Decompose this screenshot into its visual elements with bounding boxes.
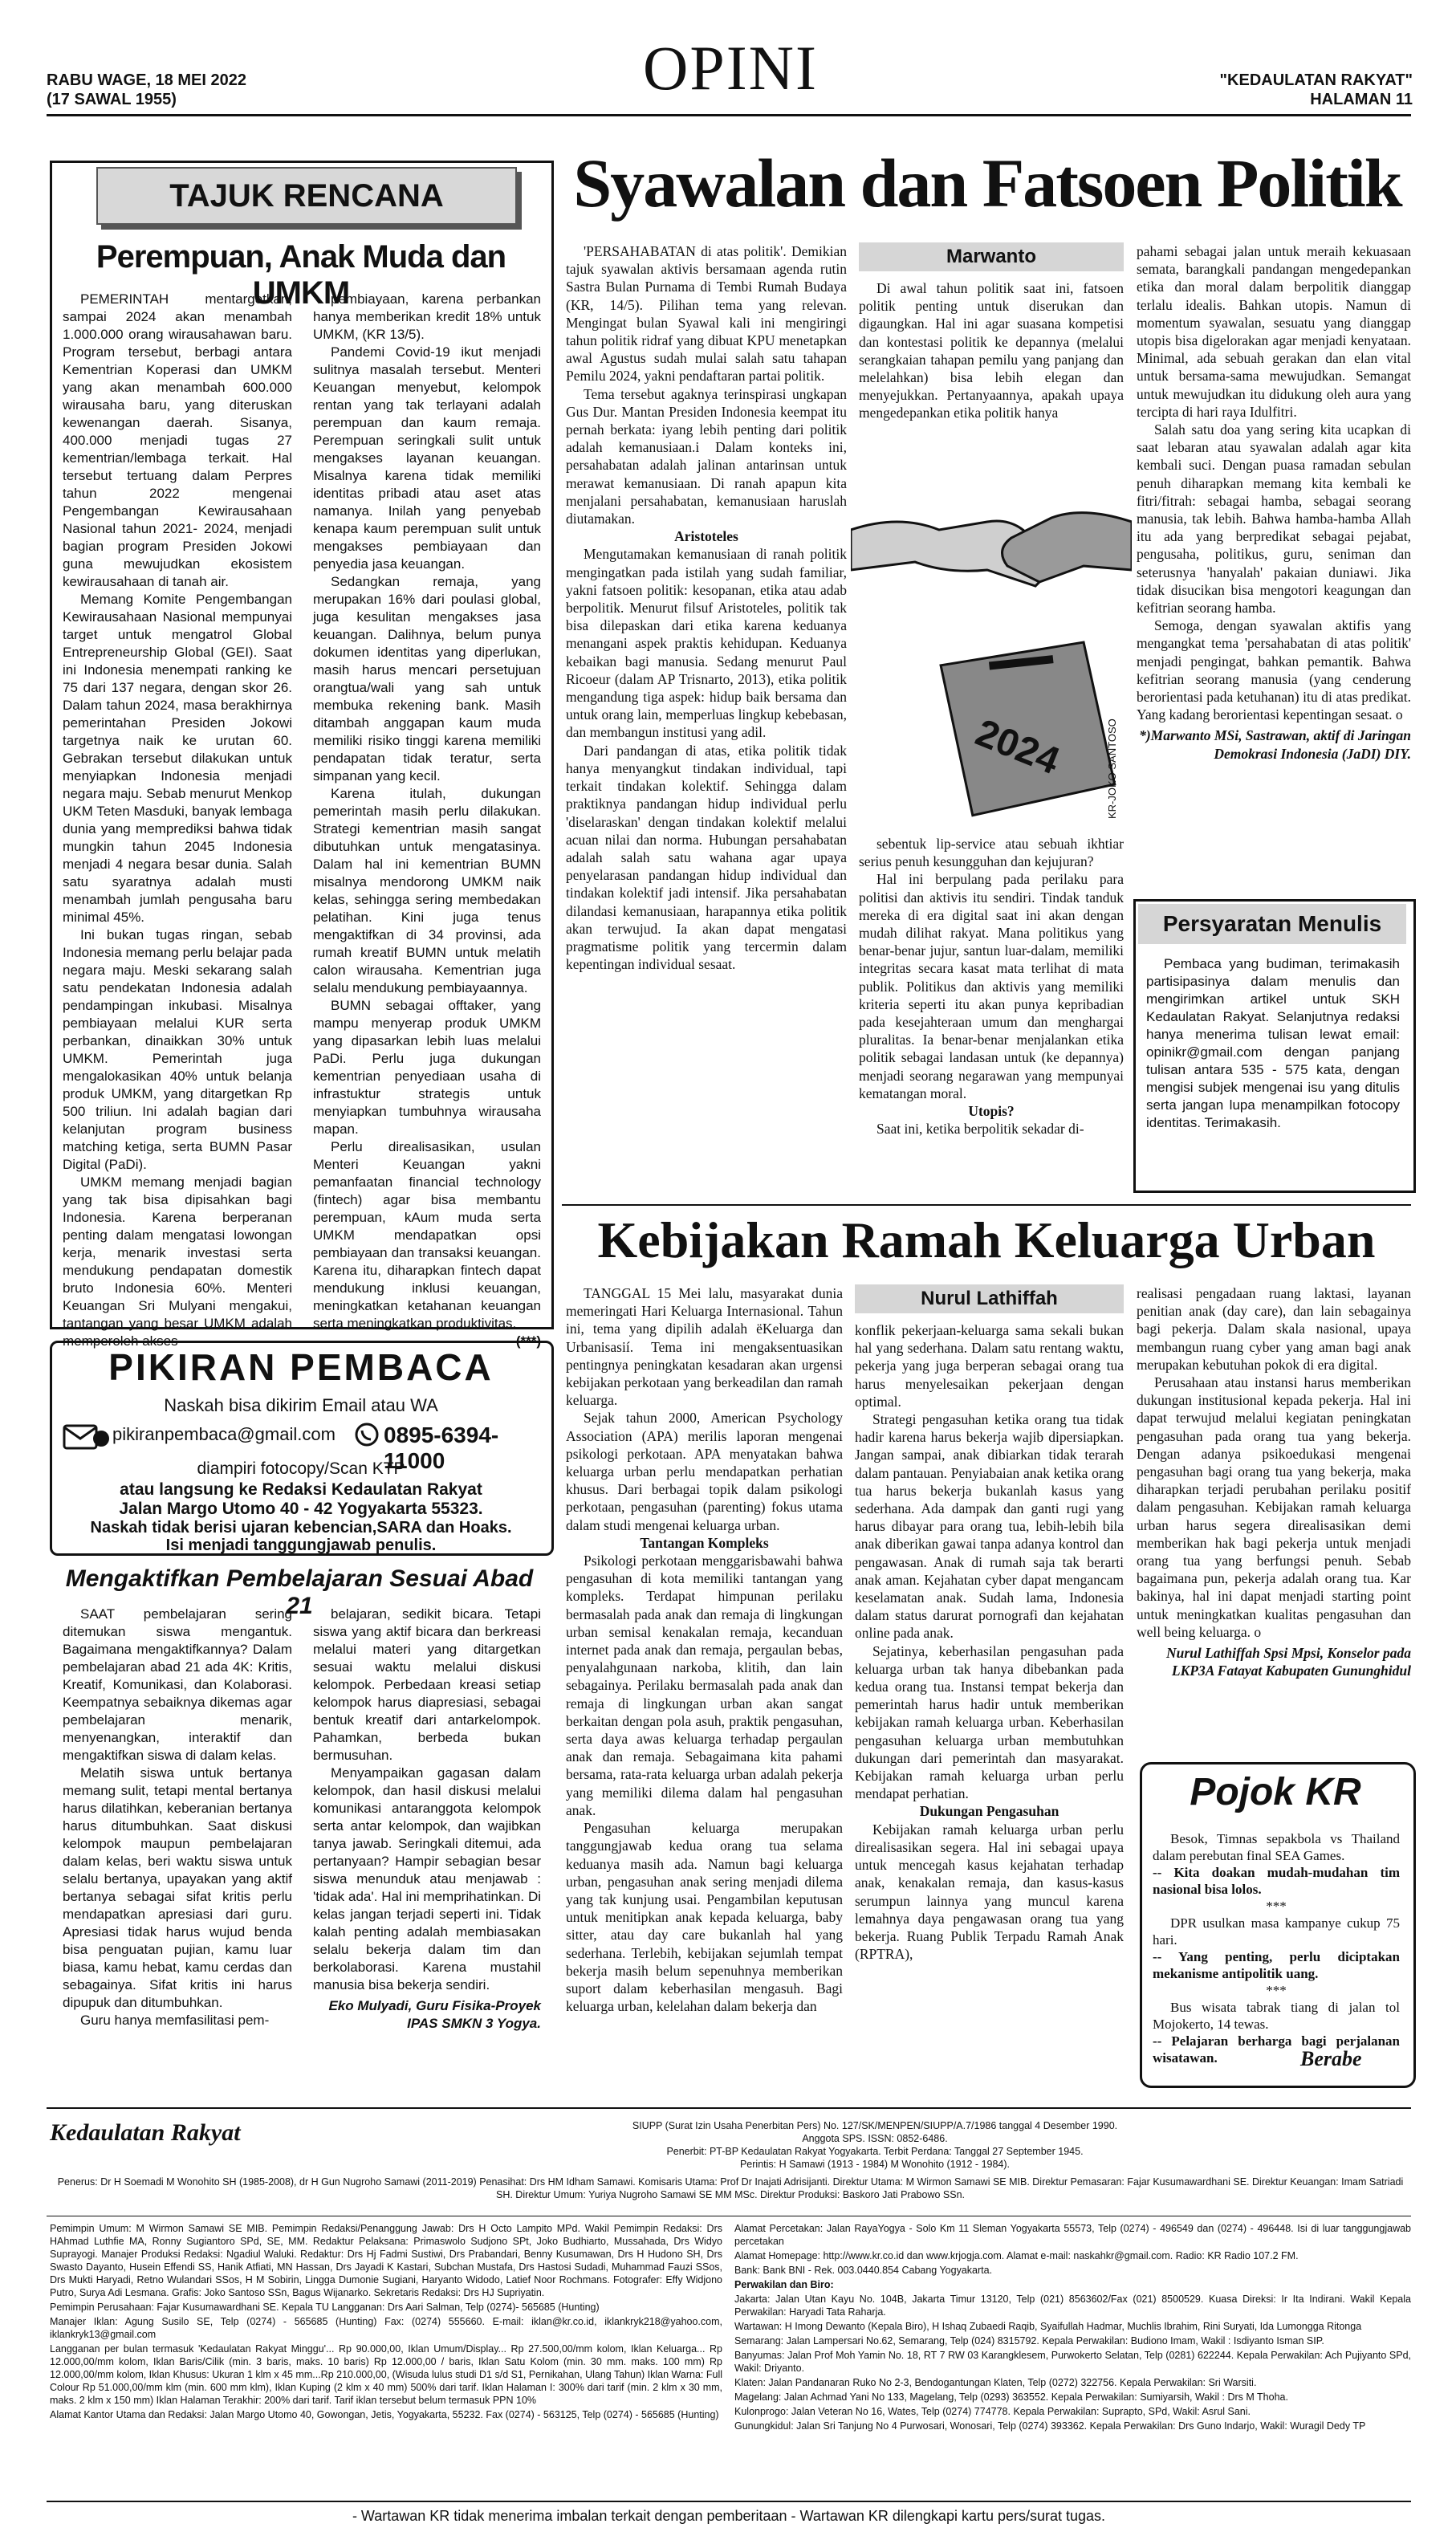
pikiran-line-4: Jalan Margo Utomo 40 - 42 Yogyakarta 55323. [119, 1500, 483, 1518]
footer-penerus: Penerus: Dr H Soemadi M Wonohito SH (1985-2008), dr H Gun Nugroho Samawi (2011-2019) Penasihat: Drs HM Idham Samawi. Komisaris Utama: Prof Dr Inajati Adrisijanti. Direktur Utama: M Wirmon Samawi SE MIB. Direktur Pemasaran: Fajar Kusumawardhani SE. Direktur Keuangan: Imam Satriadi SH. Direktur Umum: Yuriya Nugroho Samawi SE MM MSc. Direktur Produksi: Baskoro Jati Prabowo SSn. [57, 2176, 1404, 2200]
pojok-item-text: DPR usulkan masa kampanye cukup 75 hari. [1153, 1915, 1400, 1948]
kebijakan-paragraph: realisasi pengadaan ruang laktasi, layanan penitian anak (day care), dan lain sebagainya bagi pekerja. Dalam skala nasional, upaya membangun ruang cyber yang aman bagi anak merupakan kebutuhan pokok di era digital. [1137, 1285, 1411, 1373]
pikiran-line-6: Isi menjadi tanggungjawab penulis. [165, 1537, 437, 1554]
tajuk-title: Perempuan, Anak Muda dan UMKM [96, 239, 506, 311]
header-page-number: HALAMAN 11 [1310, 91, 1413, 108]
section-divider [562, 1204, 1411, 1206]
footer-info: Alamat Percetakan: Jalan RayaYogya - Solo Km 11 Sleman Yogyakarta 55573, Telp (0274) - 496549 dan (0274) - 496448. Isi di luar tanggungjawab percetakan [734, 2223, 1411, 2247]
footer-siupp: SIUPP (Surat Izin Usaha Penerbitan Pers) No. 127/SK/MENPEN/SIUPP/A.7/1986 tanggal 4 Desember 1990. [632, 2120, 1118, 2131]
syawalan-paragraph: Tema tersebut agaknya terinspirasi ungkapan Gus Dur. Mantan Presiden Indonesia keempat itu pernah berkata: iyang lebih penting dari politik adalah kemanusiaan.i Dalam konteks ini, persahabatan adalah jalinan antarinsan untuk merawat kemanusiaan. Di ranah apapun kita menjalani persahabatan, kemanusiaan haruslah diutamakan. [566, 385, 847, 527]
syawalan-paragraph: Semoga, dengan syawalan aktifis yang mengangkat tema 'persahabatan di atas politik' menjadi pengingat, bahkan pemantik. Bahwa kefitrian seorang manusia (yang cenderung berorientasi pada ketuhanan) itu di atas predikat. Yang kadang berorientasi kepentingan sesaat. o [1137, 617, 1411, 723]
footer-info: Magelang: Jalan Achmad Yani No 133, Magelang, Telp (0293) 363552. Kepala Perwakilan: Sumiyarsih, Wakil : Drs M Thoha. [734, 2391, 1288, 2403]
footer-info: Perwakilan dan Biro: [734, 2279, 834, 2290]
abad21-column-2 [313, 1606, 541, 2033]
kebijakan-paragraph: Pengasuhan keluarga merupakan tanggungjawab kedua orang tua selama keduanya masih ada. Namun bagi keluarga urban, pengasuhan anak sering menjadi dilema yang tak kunjung usai. Pengambilan keputusan untuk menitipkan anak kepada keluarga, baby sitter, atau day care bukanlah hal yang sederhana. Terlebih, kebijakan sejumlah tempat bekerja masih belum sepenuhnya memberikan suport dalam keberhasilan mengasuh. Bagi keluarga urban, kelelahan dalam bekerja dan [566, 1820, 843, 2015]
section-title: OPINI [643, 33, 818, 103]
kebijakan-author-note: Nurul Lathiffah Spsi Mpsi, Konselor pada LKP3A Fatayat Kabupaten Gununghidul [1165, 1645, 1411, 1679]
tajuk-paragraph: Pandemi Covid-19 ikut menjadi sulitnya masalah tersebut. Menteri Keuangan menyebut, kelompok rentan yang tak terlayani adalah perempuan dan kaum remaja. Perempuan seringkali sulit untuk mengakses layanan keuangan. Misalnya karena tidak memiliki identitas pribadi atau aset atas namanya. Inilah yang penyebab kenapa kaum perempuan sulit untuk mengakses pembiayaan dan penyedia jasa keuangan. [313, 344, 541, 572]
footer-info: Kulonprogo: Jalan Veteran No 16, Wates, Telp (0274) 774778. Kepala Perwakilan: Suprapto, SPd, Wakil: Asrul Sani. [734, 2406, 1251, 2417]
footer-rule [47, 2107, 1411, 2109]
cartoon-year: 2024 [970, 711, 1066, 784]
tajuk-paragraph: Memang Komite Pengembangan Kewirausahaan Nasional mempunyai target untuk mengatrol Global Entrepreneurship Global (GEI). Saat ini Indonesia menempati ranking ke 75 dari 137 negara, dengan skor 26. Dalam tahun 2024, masa berakhirnya pemerintahan Presiden Jokowi targetnya naik ke urutan 60. Gebrakan tersebut dilakukan untuk menyiapkan Indonesia menjadi negara maju. Sebab menurut Menkop UKM Teten Masduki, banyak lembaga dunia yang memprediksi bahwa tidak mungkin tahun 2045 Indonesia menjadi 4 negara besar dunia. Salah satu syaratnya adalah musti menambah jumlah pengusaha baru minimal 45%. [63, 592, 293, 925]
kebijakan-paragraph: TANGGAL 15 Mei lalu, masyarakat dunia memeringati Hari Keluarga Internasional. Tahun ini, tema yang dipilih adalah ëKeluarga dan Urbanisasií. Tema ini mengaksentuasikan pentingnya peningkatan kesadaran akan urgensi kebijakan perkotaan yang berkeadilan dan ramah keluarga. [566, 1285, 843, 1409]
abad21-paragraph: Melatih siswa untuk bertanya memang sulit, tetapi mental bertanya harus dilatihkan, keberanian bertanya harus ditumbuhkan. Saat diskusi kelompok maupun pembelajaran dalam kelas, beri waktu siswa untuk selalu bertanya, upayakan yang aktif bertanya sebagai sifat kritis perlu mendapatkan apresiasi dari guru. Apresiasi tidak harus wujud benda bisa penguatan pujian, kamu luar biasa, kamu hebat, kamu cerdas dan sebagainya. Sifat kritis ini harus dipupuk dan ditumbuhkan. [63, 1765, 292, 2010]
pikiran-phone: 0895-6394-11000 [384, 1423, 499, 1473]
kebijakan-paragraph: Kebijakan ramah keluarga urban perlu direalisasikan segera. Hal ini sebagai upaya untuk mencegah kasus kejahatan terhadap anak, kenakalan remaja, dan kasus-kasus serumpun lainnya yang muncul karena lemahnya daya pengawasan orang tua yang bekerja. Ruang Publik Terpadu Ramah Anak (RPTRA), [855, 1821, 1124, 1963]
header-hijri-date: (17 SAWAL 1955) [47, 91, 177, 108]
syawalan-title: Syawalan dan Fatsoen Politik [573, 144, 1401, 222]
persyaratan-body [1146, 955, 1400, 1132]
kebijakan-paragraph: Psikologi perkotaan menggarisbawahi bahwa pengasuhan di kota memiliki tantangan yang kompleks. Terdapat himpunan perilaku bermasalah pada anak dan remaja di lingkungan urban semisal kenakalan remaja, kecanduan internet pada anak dan remaja, pergaulan bebas, penyalahgunaan narkoba, klitih, dan lain sebagainya. Perilaku bermasalah pada anak dan remaja di lingkungan urban akan sangat berkaitan dengan pola asuh, praktik pengasuhan, serta daya awas keluarga terhadap pergaulan anak dan remaja. Sebagaimana kita pahami bersama, rata-rata keluarga urban adalah pekerja yang memiliki dilema dalam hal pengasuhan anak. [566, 1553, 843, 1818]
header-date: RABU WAGE, 18 MEI 2022 [47, 71, 246, 89]
syawalan-author-note: *)Marwanto MSi, Sastrawan, aktif di Jaringan Demokrasi Indonesia (JaDI) DIY. [1139, 727, 1411, 762]
pojok-signature: Berabe [1300, 2047, 1362, 2070]
tajuk-rencana-label: TAJUK RENCANA [96, 167, 517, 225]
footer-address: Alamat Kantor Utama dan Redaksi: Jalan Margo Utomo 40, Gowongan, Jetis, Yogyakarta, 55232. Fax (0274) - 563125, Telp (0274) - 565685 (Hunting) [50, 2409, 719, 2420]
persyaratan-paragraph: Pembaca yang budiman, terimakasih partisipasinya dalam menulis dan mengirimkan artikel untuk SKH Kedaulatan Rakyat. Selanjutnya redaksi hanya menerima tulisan lewat email: opinikr@gmail.com dengan panjang tulisan antara 535 - 575 kata, dengan mengisi subjek mengenai isu yang ditulis serta jangan lupa menampilkan fotocopy identitas. Terimakasih. [1146, 956, 1400, 1130]
kebijakan-paragraph: Sejatinya, keberhasilan pengasuhan pada keluarga urban tak hanya dibebankan pada kedua orang tua. Instansi tempat bekerja dan pemerintah harus hadir untuk memberikan kebijakan ramah keluarga urban. Keberhasilan pengasuhan keluarga urban membutuhkan dukungan dari pemerintah dan masyarakat. Kebijakan ramah keluarga urban perlu mendapat perhatian. [855, 1642, 1124, 1802]
tajuk-end-mark: (***) [515, 1333, 541, 1349]
footer-rates: Langganan per bulan termasuk 'Kedaulatan Rakyat Minggu'... Rp 90.000,00, Iklan Umum/Display... Rp 27.500,00/mm kolom, Iklan Keluarga... Rp 12.000,00/mm kolom, Iklan Baris/Cilik (min. 3 baris, maks. 10 baris) Rp 12.000,00 / baris, Iklan Satu Kolom (min. 30 mm. maks. 100 mm) Rp 12.000,00/mm kolom, Iklan Khusus: Ukuran 1 klm x 45 mm...Rp 210.000,00, (Wisuda lulus studi D1 s/d S1, Pernikahan, Ulang Tahun) Iklan Warna: Full Colour Rp 51.000,00/mm klm (min. 600 mm klm), Iklan Kuping (2 klm x 40 mm) 500% dari tarif. Iklan Halaman I: 300% dari tarif (min. 2 klm x 30 mm, maks. 2 klm x 150 mm) Iklan Halaman Terakhir: 200% dari tarif. Tarif iklan tersebut belum termasuk PPN 10% [50, 2343, 722, 2406]
syawalan-paragraph: Salah satu doa yang sering kita ucapkan di saat lebaran atau syawalan adalah agar kita kembali suci. Dengan puasa ramadan sebulan penuh diharapkan memang kita kembali ke fitri/fitrah: sebagai hamba, sebagai seorang manusia, tak lebih. Bahwa hamba-hamba Allah itu ada yang berpredikat sebagai pejabat, pengusaha, politikus, guru, seniman dan seterusnya 'hanyalah' pakaian duniawi. Jika tidak disucikan bisa mengotori keagungan dan kefitrian seorang hamba. [1137, 421, 1411, 617]
footer-logo: Kedaulatan Rakyat [50, 2119, 241, 2146]
kebijakan-paragraph: konflik pekerjaan-keluarga sama sekali bukan hal yang sederhana. Dalam satu rentang waktu, pekerja yang juga berperan sebagai orang tua harus menyelesaikan pekerjaan dengan optimal. [855, 1322, 1124, 1410]
footer-rule-3 [47, 2501, 1411, 2502]
abad21-paragraph: belajaran, sedikit bicara. Tetapi siswa yang aktif bicara dan berkreasi melalui materi yang ditargetkan sesuai waktu melalui diskusi kelompok. Perbedaan kreasi setiap kelompok harus diapresiasi, sebagai bentuk kreatif dari antarkelompok. Pahamkan, berbeda bukan bermusuhan. [313, 1606, 541, 1763]
syawalan-column-3 [1137, 242, 1411, 763]
pojok-kr-items [1153, 1830, 1400, 2066]
syawalan-subheading: Utopis? [968, 1103, 1015, 1120]
pojok-separator: *** [1266, 1983, 1287, 1998]
pikiran-email: pikiranpembaca@gmail.com [112, 1424, 336, 1444]
footer-penerbit: Penerbit: PT-BP Kedaulatan Rakyat Yogyakarta. Terbit Perdana: Tanggal 27 September 1945. [666, 2146, 1084, 2157]
pikiran-line-5: Naskah tidak berisi ujaran kebencian,SARA dan Hoaks. [90, 1519, 512, 1537]
cartoon-illustration [851, 474, 1132, 827]
cartoon-credit: KR-JOKO SANTOSO [1106, 718, 1118, 819]
pikiran-pembaca-title: PIKIRAN PEMBACA [108, 1346, 494, 1388]
kebijakan-column-3 [1137, 1284, 1411, 1679]
syawalan-paragraph: pahami sebagai jalan untuk meraih kekuasaan semata, barangkali pandangan mengedepankan etika dan moral dalam berpolitik dianggap terlalu idealis. Bahkan utopis. Namun di momentum syawalan, sesuatu yang dianggap utopis bisa digelorakan agar menjadi kenyataan. Minimal, ada sebuah gerakan dan elan vital untuk bersama-sama mewujudkan. Semangat untuk mewujudkan itu didukung oleh aura yang tercipta di hari raya Idulfitri. [1137, 243, 1411, 420]
syawalan-column-1 [566, 242, 847, 973]
syawalan-paragraph: 'PERSAHABATAN di atas politik'. Demikian tajuk syawalan aktivis bersamaan agenda rutin Sastra Bulan Purnama di Tembi Rumah Budaya (KR, 14/5). Pilihan tema yang relevan. Mengingat bulan Syawal kali ini mengiringi tahun politik ridraf yang dibuat KPU menetapkan awal Agustus sudah mulai salah satu tahapan Pemilu 2024, yakni pendaftaran partai politik. [566, 243, 847, 385]
syawalan-paragraph: Mengutamakan kemanusiaan di ranah politik mengingatkan pada istilah yang sudah familiar, yakni fatsoen politik: kesopanan, etika atau adab berpolitik. Menurut filsuf Aristoteles, politik tak bisa dilepaskan dari etika karena keduanya menangani aspek praktis kehidupan. Keduanya kebaikan bagi manusia. Sedang menurut Paul Ricoeur (dalam AP Trisnarto, 2013), etika politik mengandung tiga aspek: hidup baik bersama dan untuk orang lain, memperluas lingkup kebebasan, dan membangun institusi yang adil. [566, 546, 847, 741]
pojok-separator: *** [1266, 1899, 1287, 1914]
kebijakan-title: Kebijakan Ramah Keluarga Urban [597, 1211, 1376, 1268]
abad21-author: Eko Mulyadi, Guru Fisika-Proyek IPAS SMKN 3 Yogya. [328, 1998, 541, 2031]
tajuk-paragraph: pembiayaan, karena perbankan hanya memberikan kredit 18% untuk UMKM, (KR 13/5). [313, 291, 541, 342]
kebijakan-author-box: Nurul Lathiffah [855, 1284, 1124, 1313]
footer-info: Wartawan: H Imong Dewanto (Kepala Biro), H Ishaq Zubaedi Raqib, Syaifullah Hadmar, Muchlis Ibrahim, Rini Suryati, Ida Lumongga Ritonga [734, 2321, 1362, 2332]
footer-perintis: Perintis: H Samawi (1913 - 1984) M Wonohito (1912 - 1984). [739, 2159, 1011, 2170]
pojok-kr-title: Pojok KR [1190, 1771, 1361, 1813]
footer-right-column [734, 2222, 1411, 2434]
syawalan-column-2b [859, 835, 1124, 1138]
header-paper-block [1140, 71, 1413, 109]
tajuk-paragraph: PEMERINTAH mentargetkan, sampai 2024 akan menambah 1.000.000 orang wirausahawan baru. Program tersebut, berbagi antara Kementrian Koperasi dan UMKM yang akan menambah 600.000 wirausaha baru, yang diteruskan kewenangan daerah. Sisanya, 400.000 menjadi tugas 27 kementrian/lembaga terkait. Hal tersebut tertuang dalam Perpres tahun 2022 mengenai Pengembangan Kewirausahaan Nasional tahun 2021- 2024, menjadi bagian program Presiden Jokowi guna mewujudkan ekosistem kewirausahaan di tanah air. [63, 291, 292, 589]
abad21-paragraph: Menyampaikan gagasan dalam kelompok, dan hasil diskusi melalui komunikasi antaranggota kelompok serta antar kelompok, dan wajibkan tanya jawab. Seringkali ditemui, ada pertanyaan? Hampir sebagian besar siswa menunduk atau menjawab : 'tidak ada'. Hal ini memprihatinkan. Di kelas jangan terjadi seperti ini. Tidak kalah penting adalah membiasakan selalu bekerja dalam tim dan berkolaborasi. Karena mustahil manusia bisa bekerja sendiri. [313, 1765, 541, 1992]
persyaratan-title: Persyaratan Menulis [1138, 904, 1406, 944]
tajuk-paragraph: Ini bukan tugas ringan, sebab Indonesia memang perlu belajar pada negara maju. Meski sekarang salah satu pendekatan Indonesia adalah pendampingan inkubasi. Misalnya pembiayaan melalui KUR serta perbankan, dinaikkan 30% untuk UMKM. Pemerintah juga mengalokasikan 40% untuk belanja produk UMKM, yang ditargetkan Rp 500 triliun. Ini adalah bagian dari kelanjutan program business matching ketiga, serta BUMN Pasar Digital (PaDi). [63, 927, 292, 1172]
kebijakan-subheading: Tantangan Kompleks [640, 1534, 769, 1551]
abad21-paragraph: SAAT pembelajaran sering ditemukan siswa mengantuk. Bagaimana mengaktifkannya? Dalam pembelajaran abad 21 ada 4K: Kritis, Kreatif, Komunikasi, dan Kolaborasi. Keempatnya sebaiknya dikemas agar pembelajaran menarik, menyenangkan, interaktif dan mengaktifkan siswa di dalam kelas. [63, 1606, 292, 1763]
footer-info: Bank: Bank BNI - Rek. 003.0440.854 Cabang Yogyakarta. [734, 2265, 993, 2276]
tajuk-column-1 [63, 291, 292, 1350]
pojok-item-retort: -- Kita doakan mudah-mudahan tim nasional bisa lolos. [1153, 1865, 1400, 1897]
syawalan-paragraph: Saat ini, ketika berpolitik sekadar di- [876, 1121, 1084, 1138]
pikiran-line-1: Naskah bisa dikirim Email atau WA [164, 1395, 438, 1415]
tajuk-paragraph: BUMN sebagai offtaker, yang mampu menyerap produk UMKM yang dipasarkan lebih luas melalui PaDi. Perlu juga dukungan kementrian penyediaan usaha di infrastuktur strategis untuk menyiapkan tumbuhnya wirausaha mapan. [313, 998, 541, 1137]
pikiran-line-3: atau langsung ke Redaksi Kedaulatan Rakyat [120, 1480, 482, 1499]
pojok-item-text: Besok, Timnas sepakbola vs Thailand dalam perebutan final SEA Games. [1153, 1831, 1400, 1863]
pojok-item-retort: -- Pelajaran berharga bagi perjalanan wisatawan. [1153, 2033, 1400, 2066]
footer-info: Gunungkidul: Jalan Sri Tanjung No 4 Purwosari, Wonosari, Telp (0274) 393362. Kepala Perwakilan: Drs Guno Indarjo, Wakil: Wuragil Dedy TP [734, 2420, 1366, 2432]
abad21-paragraph: Guru hanya memfasilitasi pem- [80, 2013, 270, 2028]
kebijakan-column-2 [855, 1321, 1124, 1963]
pojok-item-text: Bus wisata tabrak tiang di jalan tol Mojokerto, 14 tewas. [1153, 2000, 1400, 2032]
abad21-title: Mengaktifkan Pembelajaran Sesuai Abad 21 [65, 1565, 534, 1619]
footer-bottom-note: - Wartawan KR tidak menerima imbalan terkait dengan pemberitaan - Wartawan KR dilengkapi kartu pers/surat tugas. [352, 2508, 1106, 2524]
footer-imprint [337, 2119, 1413, 2171]
pojok-item-retort: -- Yang penting, perlu diciptakan mekanisme antipolitik uang. [1153, 1949, 1400, 1981]
footer-left-column [50, 2222, 722, 2423]
footer-staff: Manajer Iklan: Agung Susilo SE, Telp (0274) - 565685 (Hunting) Fax: (0274) 555660. E-mail: iklan@kr.co.id, iklankryk218@yahoo.com, iklankryk13@gmail.com [50, 2316, 722, 2340]
footer-info: Klaten: Jalan Pandanaran Ruko No 2-3, Bendogantungan Klaten, Telp (0272) 322756. Kepala Perwakilan: Sri Warsiti. [734, 2377, 1257, 2388]
tajuk-paragraph: Perlu direalisasikan, usulan Menteri Keuangan yakni pemanfaatan financial technology (fintech) agar bisa membantu perempuan, kAum muda serta UMKM mendapatkan opsi pembiayaan dan transaksi keuangan. Karena itu, diharapkan fintech dapat mendukung inklusi keuangan, meningkatkan ketahanan keuangan serta meningkatkan produktivitas. [313, 1139, 541, 1331]
tajuk-paragraph: Karena itulah, dukungan pemerintah masih perlu dilakukan. Strategi kementrian masih sangat dibutuhkan untuk mengatasinya. Dalam hal ini kementrian BUMN misalnya mendorong UMKM naik kelas, sehingga sering membedakan pelatihan. Kini juga tenus mengaktifkan di 34 provinsi, ada rumah kreatif BUMN untuk melatih calon wirausaha. Kementrian juga selalu mendukung pembiayaannya. [313, 786, 541, 995]
header-date-block [47, 71, 336, 109]
syawalan-column-2a [859, 279, 1124, 422]
tajuk-paragraph: UMKM memang menjadi bagian yang tak bisa dipisahkan bagi Indonesia. Karena berperanan penting dalam mengatasi lowongan kerja, menarik investasi serta mendukung pendapatan domestik bruto Indonesia 60%. Menteri Keuangan Sri Mulyani mengakui, tantangan yang besar UMKM adalah memperoleh akses [63, 1174, 292, 1349]
footer-info: Banyumas: Jalan Prof Moh Yamin No. 18, RT 7 RW 03 Karangklesem, Purwokerto Selatan, Telp (0281) 622244. Kepala Perwakilan: Ach Pujiyanto SPd, Wakil: Driyanto. [734, 2350, 1411, 2374]
kebijakan-column-1 [566, 1284, 843, 2015]
syawalan-subheading: Aristoteles [674, 528, 738, 545]
kebijakan-paragraph: Sejak tahun 2000, American Psychology Association (APA) merilis laporan mengenai psikologi perkotaan. APA menyatakan bahwa keluarga urban perlu mendapatkan perhatian khusus. Dari berbagai topik dalam psikologi perkotaan, pengasuhan (parenting) fokus utama dalam studi mengenai keluarga urban. [566, 1410, 843, 1533]
tajuk-column-2 [313, 291, 541, 1350]
kebijakan-paragraph: Strategi pengasuhan ketika orang tua tidak hadir karena harus bekerja wajib dipersiapkan. Jangan sampai, anak dibiarkan tidak terarah dalam pantauan. Penyiabaian anak ketika orang tua harus bekerja bukanlah kasus yang sederhana. Ada dampak dan ganti rugi yang harus dibayar para orang tua, lebih-lebih bila anak diberikan gawai tanpa adanya kontrol dan pengawasan. Anak di rumah saja tak berarti anak aman. Kejahatan cyber dapat mengancam keselamatan anak. Sudah lama, Indonesia dalam status darurat pornografi dan kejahatan online pada anak. [855, 1411, 1124, 1642]
mail-phone-icon [63, 1421, 111, 1453]
tajuk-paragraph: Sedangkan remaja, yang merupakan 16% dari poulasi global, juga kesulitan mengakses jasa keuangan. Dalihnya, belum punya dokumen identitas yang diperlukan, masih harus mencari persetujuan orangtua/wali yang sah untuk membuka rekening bank. Masih ditambah anggapan kaum muda memiliki risiko tinggi karena memiliki pendapatan tidak teratur, serta simpanan yang kecil. [313, 574, 541, 784]
kebijakan-paragraph: Perusahaan atau instansi harus memberikan dukungan institusional kepada pekerja. Hal ini dapat terwujud melalui kegiatan peningkatan pengasuhan pada orang tua yang bekerja. Dengan adanya psikoedukasi mengenai pengasuhan bagi orang tua yang bekerja, maka diharapkan terjadi perubahan perilaku positif dalam pengasuhan. Kebijakan ramah keluarga urban harus segera direalisasikan demi memberikan hak bagi pekerja untuk menjadi orang tua yang berfungsi penuh. Sebab bagaimana pun, pekerja adalah orang tua. Kar bakinya, hal ini dapat menjadi starting point untuk meningkatkan kualitas pengasuhan dan well being keluarga. o [1137, 1374, 1411, 1640]
pikiran-line-2: diampiri fotocopy/Scan KTP [197, 1459, 405, 1478]
footer-anggota: Anggota SPS. ISSN: 0852-6486. [802, 2133, 948, 2144]
header-paper-name: "KEDAULATAN RAKYAT" [1219, 71, 1413, 89]
kebijakan-subheading: Dukungan Pengasuhan [919, 1803, 1059, 1820]
footer-staff: Pemimpin Umum: M Wirmon Samawi SE MIB. Pemimpin Redaksi/Penanggung Jawab: Drs H Octo Lampito MPd. Wakil Pemimpin Redaksi: Drs HAhmad Luthfie MA, Ronny Sugiantoro SPd, SE, MM. Redaktur Pelaksana: Primaswolo Sudjono SPt, Joko Budhiarto, Mussahada, Drs Widyo Suprayogi. Manajer Produksi Redaksi: Ngadiul Waluki. Redaktur: Drs Hj Fadmi Sustiwi, Drs Prabandari, Benny Kusumawan, Drs H Hudono SH, Drs Swasto Dayanto, Husein Effendi SS, Hanik Atfiati, MN Hassan, Drs Jayadi K Kastari, Subchan Mustafa, Drs Hastosi Sudadi, Muhammad Fauzi SSos, Drs Mukti Haryadi, Retno Wulandari SSos, H M Sobirin, Lingga Dumonie Sugiani, Haryanto Widodo, Latief Noor Rochmans. Fotografer: Effy Widjono Putro, Surya Adi Lesmana. Grafis: Joko Santoso SSn, Bagus Wijanarko. Sekretaris Redaksi: Drs HJ Supriyatin. [50, 2223, 722, 2298]
syawalan-paragraph: sebentuk lip-service atau sebuah ikhtiar serius penuh kesungguhan dan kejujuran? [859, 836, 1124, 870]
syawalan-paragraph: Dari pandangan di atas, etika politik tidak hanya menyangkut tindakan individual, tapi terkait tindakan kolektif. Sehingga dalam praktiknya pandangan hidup individual perlu 'diselaraskan' dengan tindakan kolektif melalui acuan nilai dan norma. Hubungan persahabatan adalah salah satu wahana agar upaya penyelarasan pandangan hidup individual dan tindakan kolektif jadi intensif. Jika persahabatan dilandasi kemanusiaan, harapannya etika politik akan terwujud. Ia akan dapat mengatasi pragmatisme politik yang tercermin dalam kepentingan individual sesaat. [566, 742, 847, 973]
header-rule [47, 114, 1411, 116]
footer-info: Jakarta: Jalan Utan Kayu No. 104B, Jakarta Timur 13120, Telp (021) 8563602/Fax (021) 8500529. Kuasa Direksi: Ir Ita Indirani. Wakil Kepala Perwakilan: Haryadi Tata Raharja. [734, 2294, 1411, 2318]
syawalan-author-box: Marwanto [859, 242, 1124, 271]
footer-info: Alamat Homepage: http://www.kr.co.id dan www.krjogja.com. Alamat e-mail: naskahkr@gmail.com. Radio: KR Radio 107.2 FM. [734, 2250, 1299, 2261]
footer-info: Semarang: Jalan Lampersari No.62, Semarang, Telp (024) 8315792. Kepala Perwakilan: Budiono Imam, Wakil : Isdiyanto Isman SIP. [734, 2335, 1324, 2347]
syawalan-paragraph: Di awal tahun politik saat ini, fatsoen politik penting untuk diserukan dan digaungkan. Hal ini agar suasana kompetisi dan kontestasi politik ke depannya (melalui serangkaian tahapan pemilu yang panjang dan melelahkan) bisa lebih elegan dan menyejukkan. Pertanyaannya, apakah upaya mengedepankan etika politik hanya [859, 280, 1124, 421]
abad21-column-1 [63, 1606, 292, 2029]
whatsapp-icon [355, 1423, 379, 1447]
footer-staff: Pemimpin Perusahaan: Fajar Kusumawardhani SE. Kepala TU Langganan: Drs Aari Salman, Telp (0274)- 565685 (Hunting) [50, 2302, 600, 2313]
syawalan-paragraph: Hal ini berpulang pada perilaku para politisi dan aktivis itu sendiri. Tindak tanduk mereka di era digital saat ini akan dengan mudah dilihat rakyat. Mana politikus yang benar-benar jujur, santun luar-dalam, memiliki integritas secara kasat mata terlihat di mata publik. Politikus dan aktivis yang memiliki kriteria seperti itu akan punya kepribadian pada kesejahteraan umum dan menghargai pluralitas. Ia benar-benar menjalankan etika politik sebagai landasan untuk (ke depannya) menjadi seorang negarawan yang mempunyai kematangan moral. [859, 871, 1124, 1101]
